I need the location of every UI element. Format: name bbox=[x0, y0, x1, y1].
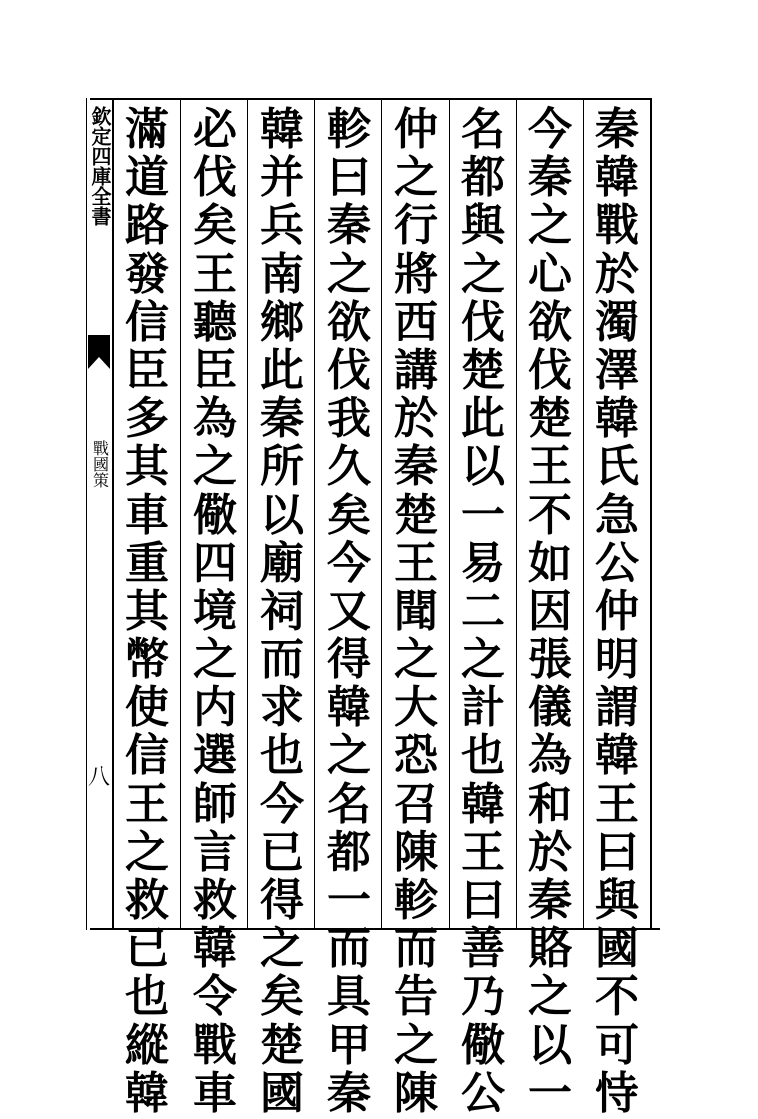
column-3-char: 曰 bbox=[461, 875, 505, 926]
column-6-char: 今 bbox=[260, 778, 304, 830]
column-8-char: 縱 bbox=[125, 1019, 169, 1071]
right-border-line bbox=[650, 98, 652, 930]
column-5-char: 秦 bbox=[327, 1067, 371, 1119]
column-7-char: 四 bbox=[193, 537, 237, 589]
column-1-char: 韓 bbox=[595, 730, 639, 782]
column-1-char: 韓 bbox=[595, 152, 639, 204]
column-1-char: 與 bbox=[595, 875, 639, 926]
column-8-char: 其 bbox=[125, 441, 169, 493]
column-4-char: 聞 bbox=[394, 585, 438, 637]
column-8-char: 信 bbox=[125, 296, 169, 348]
column-6-char: 廟 bbox=[260, 537, 304, 589]
margin-section-text: 戰國策 bbox=[90, 440, 110, 488]
column-2-char: 不 bbox=[528, 489, 572, 541]
column-rule bbox=[381, 98, 382, 928]
column-5-char: 欲 bbox=[327, 296, 371, 348]
column-5-char: 之 bbox=[327, 248, 371, 300]
column-5-char: 我 bbox=[327, 393, 371, 445]
column-3-char: 楚 bbox=[461, 344, 505, 396]
fishtail-mark bbox=[88, 335, 110, 369]
column-4-char: 楚 bbox=[394, 489, 438, 541]
text-column-5 bbox=[319, 104, 379, 1119]
column-3-char: 之 bbox=[461, 248, 505, 300]
column-4-char: 恐 bbox=[394, 730, 438, 782]
column-2-char: 如 bbox=[528, 537, 572, 589]
column-3-char: 都 bbox=[461, 152, 505, 204]
column-8-char: 幣 bbox=[125, 634, 169, 686]
column-5-char: 名 bbox=[327, 778, 371, 830]
column-5-char: 一 bbox=[327, 875, 371, 926]
column-5-char: 曰 bbox=[327, 152, 371, 204]
column-rule bbox=[516, 98, 517, 928]
top-border-line bbox=[90, 98, 650, 100]
column-1-char: 公 bbox=[595, 537, 639, 589]
column-1-char: 仲 bbox=[595, 585, 639, 637]
left-border-line bbox=[112, 98, 114, 930]
column-1-char: 王 bbox=[595, 778, 639, 830]
column-7-char: 伐 bbox=[193, 152, 237, 204]
column-2-char: 楚 bbox=[528, 393, 572, 445]
column-rule bbox=[247, 98, 248, 928]
column-3-char: 公 bbox=[461, 1067, 505, 1119]
column-8-char: 路 bbox=[125, 200, 169, 252]
column-7-char: 内 bbox=[193, 682, 237, 734]
column-7-char: 臣 bbox=[193, 344, 237, 396]
column-4-char: 告 bbox=[394, 971, 438, 1023]
column-6-char: 得 bbox=[260, 875, 304, 926]
text-column-6 bbox=[252, 104, 312, 1119]
column-3-char: 計 bbox=[461, 682, 505, 734]
column-4-char: 秦 bbox=[394, 441, 438, 493]
column-8-char: 發 bbox=[125, 248, 169, 300]
column-1-char: 謂 bbox=[595, 682, 639, 734]
column-rule bbox=[314, 98, 315, 928]
column-2-char: 和 bbox=[528, 778, 572, 830]
column-2-char: 之 bbox=[528, 200, 572, 252]
column-3-char: 伐 bbox=[461, 296, 505, 348]
column-5-char: 又 bbox=[327, 585, 371, 637]
text-column-7 bbox=[185, 104, 245, 1119]
text-column-1 bbox=[587, 104, 647, 1119]
column-7-char: 矣 bbox=[193, 200, 237, 252]
column-3-char: 儆 bbox=[461, 1019, 505, 1071]
column-5-char: 久 bbox=[327, 441, 371, 493]
column-2-char: 秦 bbox=[528, 152, 572, 204]
column-3-char: 善 bbox=[461, 923, 505, 975]
column-4-char: 仲 bbox=[394, 104, 438, 155]
column-6-char: 祠 bbox=[260, 585, 304, 637]
column-1-char: 恃 bbox=[595, 1067, 639, 1119]
column-2-char: 為 bbox=[528, 730, 572, 782]
column-2-char: 心 bbox=[528, 248, 572, 300]
column-1-char: 澤 bbox=[595, 344, 639, 396]
column-rule bbox=[449, 98, 450, 928]
column-2-char: 秦 bbox=[528, 875, 572, 926]
text-column-3 bbox=[453, 104, 513, 1119]
column-7-char: 之 bbox=[193, 441, 237, 493]
column-8-char: 多 bbox=[125, 393, 169, 445]
column-8-char: 使 bbox=[125, 682, 169, 734]
column-7-char: 戰 bbox=[193, 1019, 237, 1071]
column-7-char: 之 bbox=[193, 634, 237, 686]
column-8-char: 救 bbox=[125, 875, 169, 926]
column-1-char: 國 bbox=[595, 923, 639, 975]
column-4-char: 之 bbox=[394, 1019, 438, 1071]
column-3-char: 名 bbox=[461, 104, 505, 155]
page-number: 八 bbox=[87, 765, 110, 790]
column-4-char: 將 bbox=[394, 248, 438, 300]
column-4-char: 軫 bbox=[394, 875, 438, 926]
column-6-char: 所 bbox=[260, 441, 304, 493]
column-7-char: 選 bbox=[193, 730, 237, 782]
column-7-char: 令 bbox=[193, 971, 237, 1023]
column-8-char: 臣 bbox=[125, 344, 169, 396]
column-5-char: 具 bbox=[327, 971, 371, 1023]
text-column-2 bbox=[520, 104, 580, 1119]
column-8-char: 信 bbox=[125, 730, 169, 782]
column-6-char: 也 bbox=[260, 730, 304, 782]
column-7-char: 韓 bbox=[193, 923, 237, 975]
column-5-char: 今 bbox=[327, 537, 371, 589]
column-7-char: 境 bbox=[193, 585, 237, 637]
column-5-char: 而 bbox=[327, 923, 371, 975]
column-1-char: 氏 bbox=[595, 441, 639, 493]
column-6-char: 已 bbox=[260, 826, 304, 878]
column-1-char: 急 bbox=[595, 489, 639, 541]
column-6-char: 矣 bbox=[260, 971, 304, 1023]
column-4-char: 大 bbox=[394, 682, 438, 734]
column-1-char: 明 bbox=[595, 634, 639, 686]
column-1-char: 曰 bbox=[595, 826, 639, 878]
column-3-char: 易 bbox=[461, 537, 505, 589]
column-4-char: 陳 bbox=[394, 826, 438, 878]
column-5-char: 甲 bbox=[327, 1019, 371, 1071]
column-5-char: 都 bbox=[327, 826, 371, 878]
column-5-char: 伐 bbox=[327, 344, 371, 396]
margin-section-title bbox=[88, 440, 112, 488]
column-7-char: 師 bbox=[193, 778, 237, 830]
column-8-char: 道 bbox=[125, 152, 169, 204]
outer-left-border-line bbox=[86, 98, 87, 930]
column-3-char: 之 bbox=[461, 634, 505, 686]
column-1-char: 韓 bbox=[595, 393, 639, 445]
column-rule bbox=[180, 98, 181, 928]
column-2-char: 以 bbox=[528, 1019, 572, 1071]
column-6-char: 國 bbox=[260, 1067, 304, 1119]
column-5-char: 秦 bbox=[327, 200, 371, 252]
column-8-char: 重 bbox=[125, 537, 169, 589]
column-3-char: 乃 bbox=[461, 971, 505, 1023]
column-4-char: 之 bbox=[394, 634, 438, 686]
column-2-char: 伐 bbox=[528, 344, 572, 396]
column-2-char: 之 bbox=[528, 971, 572, 1023]
column-rule bbox=[583, 98, 584, 928]
column-7-char: 必 bbox=[193, 104, 237, 155]
column-7-char: 救 bbox=[193, 875, 237, 926]
column-2-char: 今 bbox=[528, 104, 572, 155]
column-3-char: 王 bbox=[461, 826, 505, 878]
column-6-char: 之 bbox=[260, 923, 304, 975]
column-3-char: 也 bbox=[461, 730, 505, 782]
column-1-char: 戰 bbox=[595, 200, 639, 252]
column-4-char: 召 bbox=[394, 778, 438, 830]
column-5-char: 之 bbox=[327, 730, 371, 782]
column-1-char: 於 bbox=[595, 248, 639, 300]
column-2-char: 於 bbox=[528, 826, 572, 878]
column-2-char: 張 bbox=[528, 634, 572, 686]
column-4-char: 陳 bbox=[394, 1067, 438, 1119]
column-2-char: 賂 bbox=[528, 923, 572, 975]
text-column-8 bbox=[117, 104, 177, 1119]
column-4-char: 於 bbox=[394, 393, 438, 445]
column-1-char: 濁 bbox=[595, 296, 639, 348]
column-6-char: 楚 bbox=[260, 1019, 304, 1071]
column-8-char: 之 bbox=[125, 826, 169, 878]
column-8-char: 其 bbox=[125, 585, 169, 637]
column-6-char: 此 bbox=[260, 344, 304, 396]
column-8-char: 也 bbox=[125, 971, 169, 1023]
column-7-char: 王 bbox=[193, 248, 237, 300]
column-6-char: 以 bbox=[260, 489, 304, 541]
column-8-char: 滿 bbox=[125, 104, 169, 155]
column-6-char: 求 bbox=[260, 682, 304, 734]
column-1-char: 秦 bbox=[595, 104, 639, 155]
column-2-char: 儀 bbox=[528, 682, 572, 734]
column-8-char: 已 bbox=[125, 923, 169, 975]
column-4-char: 行 bbox=[394, 200, 438, 252]
margin-title-text: 欽定四庫全書 bbox=[88, 106, 112, 226]
column-7-char: 言 bbox=[193, 826, 237, 878]
column-1-char: 可 bbox=[595, 1019, 639, 1071]
column-6-char: 韓 bbox=[260, 104, 304, 155]
column-4-char: 而 bbox=[394, 923, 438, 975]
column-2-char: 王 bbox=[528, 441, 572, 493]
column-4-char: 西 bbox=[394, 296, 438, 348]
column-6-char: 而 bbox=[260, 634, 304, 686]
column-3-char: 與 bbox=[461, 200, 505, 252]
margin-title bbox=[88, 106, 112, 226]
column-8-char: 王 bbox=[125, 778, 169, 830]
column-8-char: 車 bbox=[125, 489, 169, 541]
column-3-char: 韓 bbox=[461, 778, 505, 830]
column-6-char: 南 bbox=[260, 248, 304, 300]
column-6-char: 兵 bbox=[260, 200, 304, 252]
column-3-char: 一 bbox=[461, 489, 505, 541]
column-5-char: 矣 bbox=[327, 489, 371, 541]
column-7-char: 為 bbox=[193, 393, 237, 445]
column-2-char: 欲 bbox=[528, 296, 572, 348]
column-3-char: 以 bbox=[461, 441, 505, 493]
column-7-char: 聽 bbox=[193, 296, 237, 348]
column-3-char: 二 bbox=[461, 585, 505, 637]
column-1-char: 不 bbox=[595, 971, 639, 1023]
column-7-char: 儆 bbox=[193, 489, 237, 541]
column-6-char: 并 bbox=[260, 152, 304, 204]
column-3-char: 此 bbox=[461, 393, 505, 445]
text-column-4 bbox=[386, 104, 446, 1119]
column-2-char: 一 bbox=[528, 1067, 572, 1119]
column-6-char: 秦 bbox=[260, 393, 304, 445]
column-4-char: 之 bbox=[394, 152, 438, 204]
column-8-char: 韓 bbox=[125, 1067, 169, 1119]
column-7-char: 車 bbox=[193, 1067, 237, 1119]
column-6-char: 鄉 bbox=[260, 296, 304, 348]
column-4-char: 講 bbox=[394, 344, 438, 396]
column-5-char: 軫 bbox=[327, 104, 371, 155]
column-5-char: 得 bbox=[327, 634, 371, 686]
column-5-char: 韓 bbox=[327, 682, 371, 734]
column-2-char: 因 bbox=[528, 585, 572, 637]
column-4-char: 王 bbox=[394, 537, 438, 589]
